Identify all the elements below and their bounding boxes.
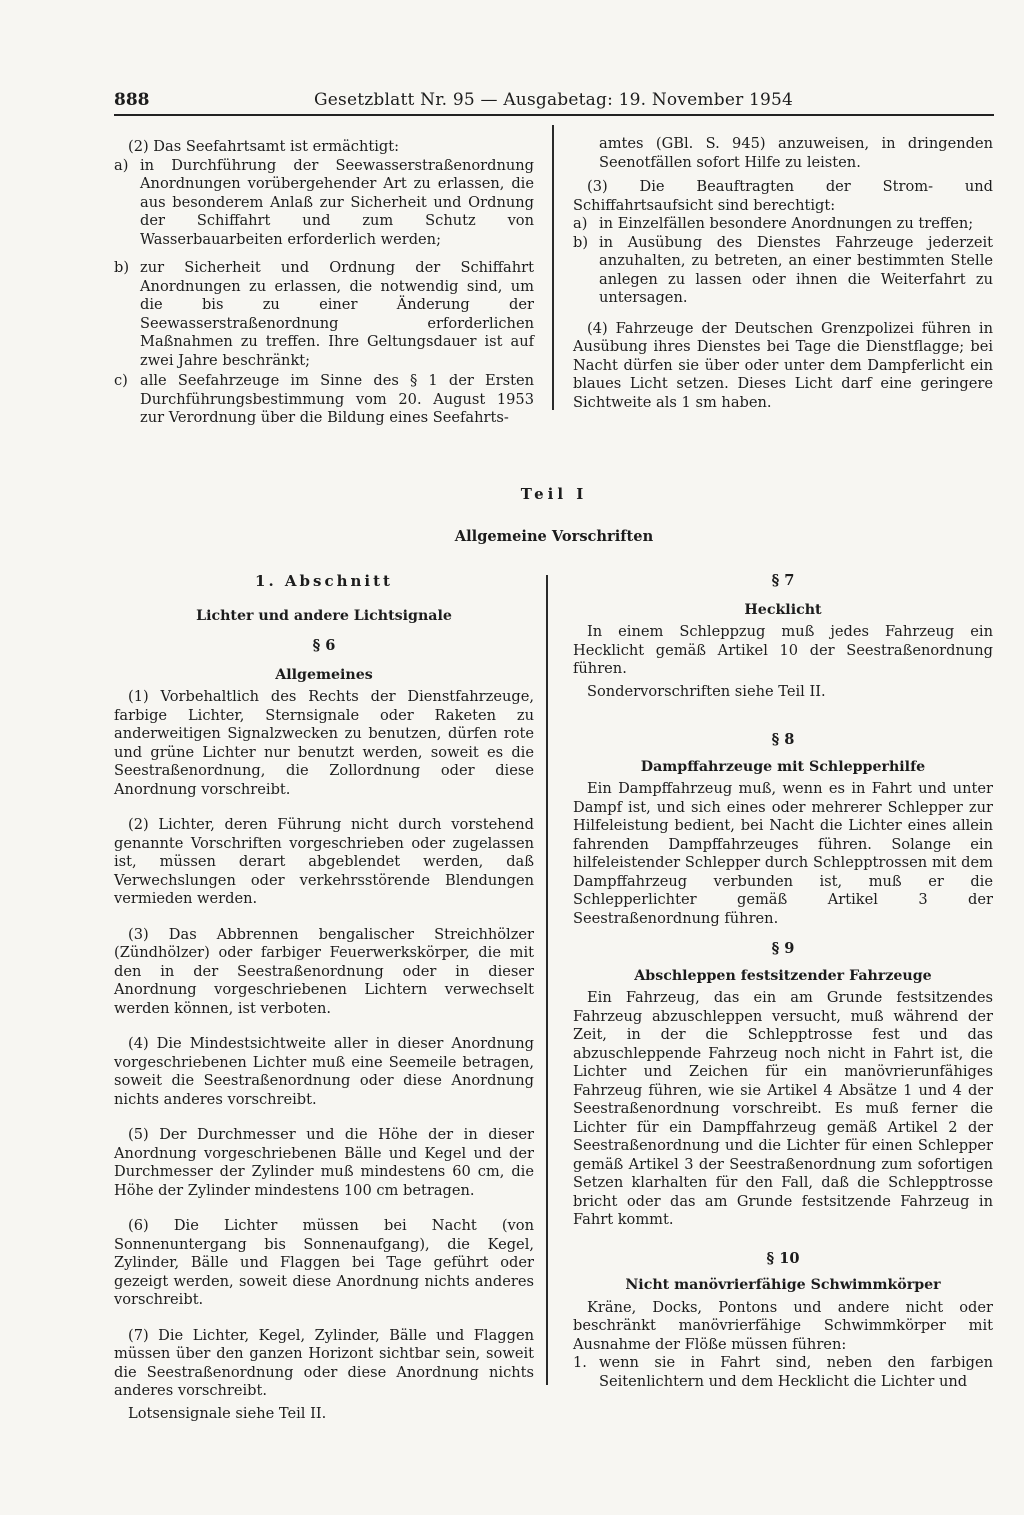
lower-right-column	[573, 572, 993, 1391]
section-10-item-1	[573, 1354, 993, 1391]
section-7-note: Sondervorschriften siehe Teil II.	[587, 682, 826, 700]
list-text: alle Seefahrzeuge im Sinne des § 1 der Ersten Durchführungsbestimmung vom 20. August 1953 zur Verordnung über die Bildung eines Seefahrts-	[140, 372, 534, 426]
paragraph-4: (4) Fahrzeuge der Deutschen Grenzpolizei führen in Ausübung ihres Dienstes bei Tage die Dienstflagge; bei Nacht dürfen sie über oder unter dem Dampferlicht ein blaues Licht setzen. Dieses Licht darf eine geringere Sichtweite als 1 sm haben.	[573, 319, 993, 411]
section-6-title: Allgemeines	[275, 666, 373, 683]
list-text: zur Sicherheit und Ordnung der Schiffahrt Anordnungen zu erlassen, die notwendig sind, um die bis zu einer Änderung der Seewasserstraßenordnung erforderlichen Maßnahmen zu treffen. Ihre Geltungsdauer ist auf zwei Jahre beschränkt;	[140, 259, 534, 369]
paragraph-1: (1) Vorbehaltlich des Rechts der Dienstfahrzeuge, farbige Lichter, Sternsignale oder Raketen zu anderweitigen Signalzwecken zu benutzen, dürfen rote und grüne Lichter nur benutzt werden, soweit es die Seestraßenordnung, die Zollordnung oder diese Anordnung vorschreibt.	[114, 688, 534, 798]
list-item-c	[114, 372, 534, 428]
section-9-text: Ein Fahrzeug, das ein am Grunde festsitzendes Fahrzeug abzuschleppen versucht, muß während der Zeit, in der die Schlepptrosse fest und das abzuschleppende Fahrzeug noch nicht in Fahrt ist, die Lichter und Zeichen für ein manövrierunfähiges Fahrzeug führen, wie sie Artikel 4 Absätze 1 und 4 der Seestraßenordnung vorschreibt. Es muß ferner die Lichter für ein Dampffahrzeug gemäß Artikel 2 der Seestraßenordnung und die Lichter für einen Schlepper gemäß Artikel 3 der Seestraßenordnung zum sofortigen Setzen klarhalten für den Fall, daß die Schlepptrosse bricht oder das am Grunde festsitzende Fahrzeug in Fahrt kommt.	[573, 989, 993, 1228]
paragraph-3-intro: (3) Die Beauftragten der Strom- und Schiffahrtsaufsicht sind berechtigt:	[573, 178, 993, 214]
chapter-heading: 1. Abschnitt	[255, 572, 393, 590]
publication-title: Gesetzblatt Nr. 95 — Ausgabetag: 19. November 1954	[314, 90, 794, 110]
paragraph-4: (4) Die Mindestsichtweite aller in dieser Anordnung vorgeschriebenen Lichter muß eine Seemeile betragen, soweit die Seestraßenordnung oder diese Anordnung nichts anderes vorschreibt.	[114, 1035, 534, 1108]
section-9-title: Abschleppen festsitzender Fahrzeuge	[634, 967, 932, 984]
list-label: c)	[114, 372, 128, 389]
section-9-heading: § 9	[771, 940, 795, 957]
section-8-text: Ein Dampffahrzeug muß, wenn es in Fahrt und unter Dampf ist, und sich eines oder mehrerer Schlepper zur Hilfeleistung bedient, bei Nacht die Lichter eines allein fahrenden Dampffahrzeuges führen. Solange ein hilfeleistender Schlepper durch Schlepptrossen mit dem Dampffahrzeug verbunden ist, muß er die Schlepperlichter gemäß Artikel 3 der Seestraßenordnung führen.	[573, 780, 993, 927]
section-8-title: Dampffahrzeuge mit Schlepperhilfe	[640, 758, 926, 775]
top-right-column	[573, 135, 993, 412]
paragraph-7: (7) Die Lichter, Kegel, Zylinder, Bälle und Flaggen müssen über den ganzen Horizont sichtbar sein, soweit die Seestraßenordnung oder diese Anordnung nichts anderes vorschreibt.	[114, 1326, 534, 1399]
list-item-a	[114, 157, 534, 250]
list-label: b)	[573, 233, 589, 251]
column-divider-bottom	[546, 575, 548, 1385]
section-7-heading: § 7	[771, 572, 795, 589]
list-text: in Ausübung des Dienstes Fahrzeuge jederzeit anzuhalten, zu betreten, an einer bestimmten Stelle anlegen zu lassen oder ihnen die Weiterfahrt zu untersagen.	[599, 233, 993, 306]
page-header	[114, 90, 994, 114]
list-text: in Durchführung der Seewasserstraßenordnung Anordnungen vorübergehender Art zu erlassen, die aus besonderem Anlaß zur Sicherheit und Ordnung der Schiffahrt und zum Schutz von Wasserbauarbeiten erforderlich werden;	[140, 156, 534, 248]
paragraph-3: (3) Das Abbrennen bengalischer Streichhölzer (Zündhölzer) oder farbiger Feuerwerkskörper, die mit den in der Seestraßenordnung oder in dieser Anordnung vorgeschriebenen Lichtern verwechselt werden können, ist verboten.	[114, 925, 534, 1017]
list-text: wenn sie in Fahrt sind, neben den farbigen Seitenlichtern und dem Hecklicht die Lichter und	[599, 1354, 993, 1390]
list-item-b	[114, 259, 534, 370]
continuation-text: amtes (GBl. S. 945) anzuweisen, in dringenden Seenotfällen sofort Hilfe zu leisten.	[599, 135, 993, 171]
section-10-title: Nicht manövrierfähige Schwimmkörper	[625, 1277, 941, 1293]
part-subheading: Allgemeine Vorschriften	[454, 528, 654, 545]
section-7-text: In einem Schleppzug muß jedes Fahrzeug ein Hecklicht gemäß Artikel 10 der Seestraßenordnung führen.	[573, 623, 993, 677]
page-number: 888	[114, 90, 150, 110]
paragraph-6: (6) Die Lichter müssen bei Nacht (von Sonnenuntergang bis Sonnenaufgang), die Kegel, Zylinder, Bälle und Flaggen bei Tage geführt oder gezeigt werden, soweit diese Anordnung nichts anderes vorschreibt.	[114, 1217, 534, 1308]
part-heading: Teil I	[520, 485, 588, 503]
paragraph-2-intro: (2) Das Seefahrtsamt ist ermächtigt:	[128, 138, 400, 155]
lower-left-column	[114, 572, 534, 1423]
list-label: b)	[114, 259, 130, 276]
list-label: 1.	[573, 1354, 587, 1371]
list-item-a	[573, 215, 993, 234]
list-label: a)	[114, 156, 129, 174]
paragraph-2: (2) Lichter, deren Führung nicht durch vorstehend genannte Vorschriften vorgeschrieben oder zugelassen ist, müssen derart abgeblendet werden, daß Verwechslungen oder verkehrsstörende Blendungen vermieden werden.	[114, 816, 534, 907]
section-7-title: Hecklicht	[744, 601, 822, 618]
header-rule	[114, 114, 994, 116]
section-10-heading: § 10	[766, 1249, 800, 1267]
paragraph-5: (5) Der Durchmesser und die Höhe der in dieser Anordnung vorgeschriebenen Bälle und Kegel und der Durchmesser der Zylinder muß mindestens 60 cm, die Höhe der Zylinder mindestens 100 cm betragen.	[114, 1126, 534, 1199]
column-divider-top	[552, 125, 554, 410]
top-left-column	[114, 138, 534, 428]
section-10-text: Kräne, Docks, Pontons und andere nicht oder beschränkt manövrierfähige Schwimmkörper mit Ausnahme der Flöße müssen führen:	[573, 1298, 993, 1353]
list-label: a)	[573, 215, 588, 232]
chapter-title: Lichter und andere Lichtsignale	[196, 607, 452, 624]
section-6-heading: § 6	[312, 637, 336, 654]
section-8-heading: § 8	[771, 731, 795, 748]
pilot-signal-note: Lotsensignale siehe Teil II.	[128, 1404, 327, 1422]
list-item-b	[573, 234, 993, 308]
list-text: in Einzelfällen besondere Anordnungen zu treffen;	[599, 215, 974, 232]
